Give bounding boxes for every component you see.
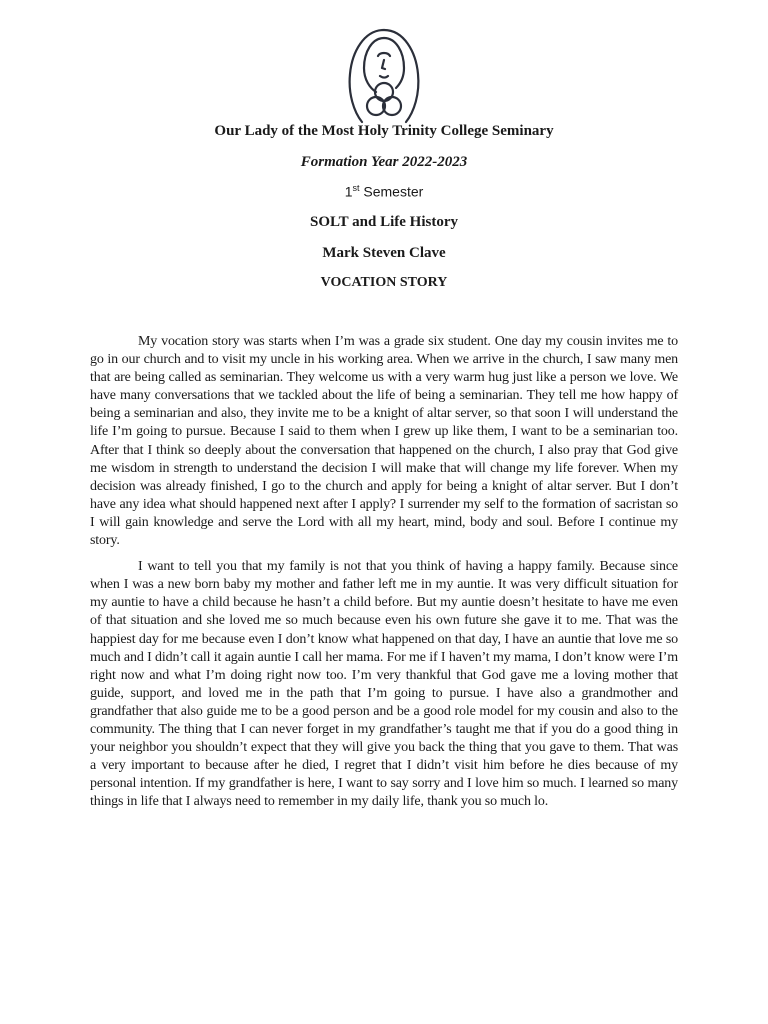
school-name: Our Lady of the Most Holy Trinity College Seminary [214,123,554,139]
formation-year: Formation Year 2022-2023 [300,154,468,170]
author-name: Mark Steven Clave [322,245,446,261]
madonna-trinity-logo-icon [340,26,428,128]
paragraph-1: My vocation story was starts when I’m was a grade six student. One day my cousin invites me to go in our church and to visit my uncle in his working area. When we arrive in the church, I saw many men that are being called as seminarian. They welcome us with a very warm hug just like a person we love. We have many conversations that we tackled about the life of being a seminarian. They tell me how happy of being a seminarian and also, they invite me to be a knight of altar server, so that soon I will understand the life I’m going to pursue. Because I said to them when I grew up like them, I want to be a seminarian too. After that I think so deeply about the conversation that happened on the church, I also pray that God give me wisdom in strength to understand the decision I will make that will change my life forever. When my decision was already finished, I go to the church and apply for being a knight of altar server. But I don’t have any idea what should happened next after I apply? I surrender my self to the formation of sacristan so I will gain knowledge and serve the Lord with all my heart, mind, body and soul. Before I continue my story. [90,334,678,549]
semester-number: 1 [344,183,353,200]
document-title: VOCATION STORY [320,275,448,290]
course-title: SOLT and Life History [310,214,458,230]
paragraph-2: I want to tell you that my family is not that you think of having a happy family. Because since when I was a new born baby my mother and father left me in my auntie. It was very difficult situation for my auntie to have a child because he hasn’t a child before. But my auntie doesn’t hesitate to have me even of that situation and she loved me so much because even his own future she gave it to me. That was the happiest day for me because even I don’t know what happened on that day, I have an auntie that love me so much and I didn’t call it again auntie I call her mama. For me if I haven’t my mama, I don’t know were I’m right now and what I’m doing right now too. I’m very thankful that God gave me a loving mother that guide, support, and loved me in the path that I’m going to pursue. I have also a grandmother and grandfather that also guide me to be a good person and be a good role model for my cousin and also to the community. The thing that I can never forget in my grandfather’s taught me that if you do a good thing in your neighbor you shouldn’t expect that they will give you back the thing that you gave to them. That was a very important to because after he died, I regret that I didn’t visit him before he dies because of my personal intention. If my grandfather is here, I want to say sorry and I love him so much. I learned so many things in life that I always need to remember in my daily life, thank you so much lo. [90,559,678,810]
semester [0,183,768,200]
semester-suffix: st [352,183,360,193]
story-body [90,333,678,819]
semester-label: Semester [359,183,424,200]
